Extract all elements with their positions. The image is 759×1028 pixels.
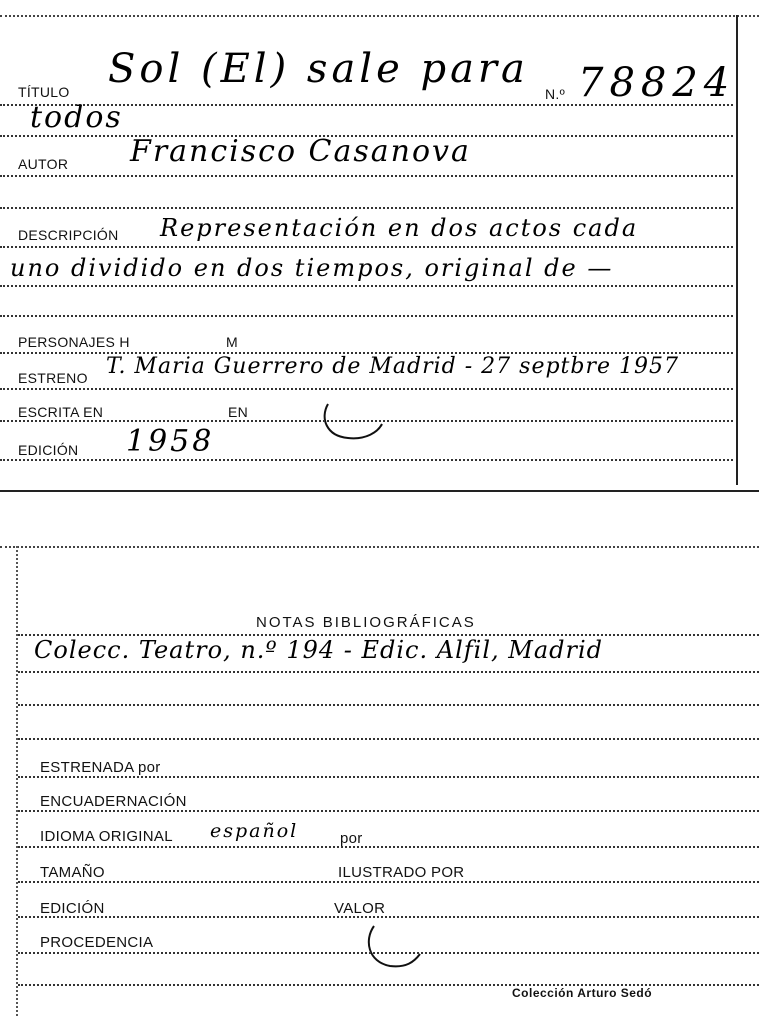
title-handwriting-line2: todos xyxy=(30,100,123,135)
estreno-handwriting: T. Maria Guerrero de Madrid - 27 septbre 1957 xyxy=(106,354,679,379)
description-line2: uno dividido en dos tiempos, original de — xyxy=(10,254,614,282)
collection-footer: Colección Arturo Sedó xyxy=(512,986,653,1000)
edicion-rule xyxy=(0,459,733,461)
procedencia-rule xyxy=(18,952,759,954)
titulo-label: TÍTULO xyxy=(18,84,70,100)
estreno-rule xyxy=(0,388,733,390)
notas-rule-4 xyxy=(18,738,759,740)
procedencia-label: PROCEDENCIA xyxy=(40,934,154,951)
tamano-rule xyxy=(18,881,759,883)
idioma-por-label: por xyxy=(340,830,363,847)
card-top-edge xyxy=(0,15,759,17)
notes-handwriting-line1: Colecc. Teatro, n.º 194 - Edic. Alfil, Madrid xyxy=(34,636,604,664)
card-right-edge xyxy=(736,15,738,485)
escrita-en-rule xyxy=(0,420,733,422)
descripcion-label: DESCRIPCIÓN xyxy=(18,227,119,243)
autor-rule-2 xyxy=(0,207,733,209)
notas-rule-3 xyxy=(18,704,759,706)
edicion-label: EDICIÓN xyxy=(18,442,79,458)
personajes-label: PERSONAJES H xyxy=(18,334,130,350)
card-bottom-edge xyxy=(0,490,759,492)
autor-rule xyxy=(0,175,733,177)
card-back-left-edge xyxy=(16,546,18,1016)
author-handwriting: Francisco Casanova xyxy=(130,134,471,169)
notas-heading: NOTAS BIBLIOGRÁFICAS xyxy=(256,614,476,631)
encuadernacion-rule xyxy=(18,810,759,812)
stamp-mark-back xyxy=(360,918,430,976)
stamp-mark xyxy=(318,398,390,446)
descripcion-rule xyxy=(0,246,733,248)
tamano-label: TAMAÑO xyxy=(40,864,105,881)
estrenada-rule xyxy=(18,776,759,778)
catalog-card-back xyxy=(0,538,759,1028)
edicion-year: 1958 xyxy=(126,424,215,459)
descripcion-rule-3 xyxy=(0,315,733,317)
encuadernacion-label: ENCUADERNACIÓN xyxy=(40,793,187,810)
personajes-m-label: M xyxy=(226,334,238,350)
catalog-card-front xyxy=(0,0,759,495)
valor-label: VALOR xyxy=(334,900,386,917)
idioma-handwriting: español xyxy=(210,820,299,842)
notas-rule-2 xyxy=(18,671,759,673)
card-back-top-edge xyxy=(0,546,759,548)
description-line1: Representación en dos actos cada xyxy=(160,214,639,242)
estreno-label: ESTRENO xyxy=(18,370,88,386)
descripcion-rule-2 xyxy=(0,285,733,287)
numero-label: N.º xyxy=(545,86,566,102)
title-handwriting-line1: Sol (El) sale para xyxy=(108,46,529,92)
idioma-label: IDIOMA ORIGINAL xyxy=(40,828,173,845)
estrenada-label: ESTRENADA por xyxy=(40,759,161,776)
ilustrado-label: ILUSTRADO POR xyxy=(338,864,465,881)
registry-number: 78824 xyxy=(578,60,736,106)
escrita-en2-label: EN xyxy=(228,404,249,420)
edicion-back-label: EDICIÓN xyxy=(40,900,105,917)
autor-label: AUTOR xyxy=(18,156,69,172)
idioma-rule xyxy=(18,846,759,848)
escrita-en-label: ESCRITA EN xyxy=(18,404,104,420)
